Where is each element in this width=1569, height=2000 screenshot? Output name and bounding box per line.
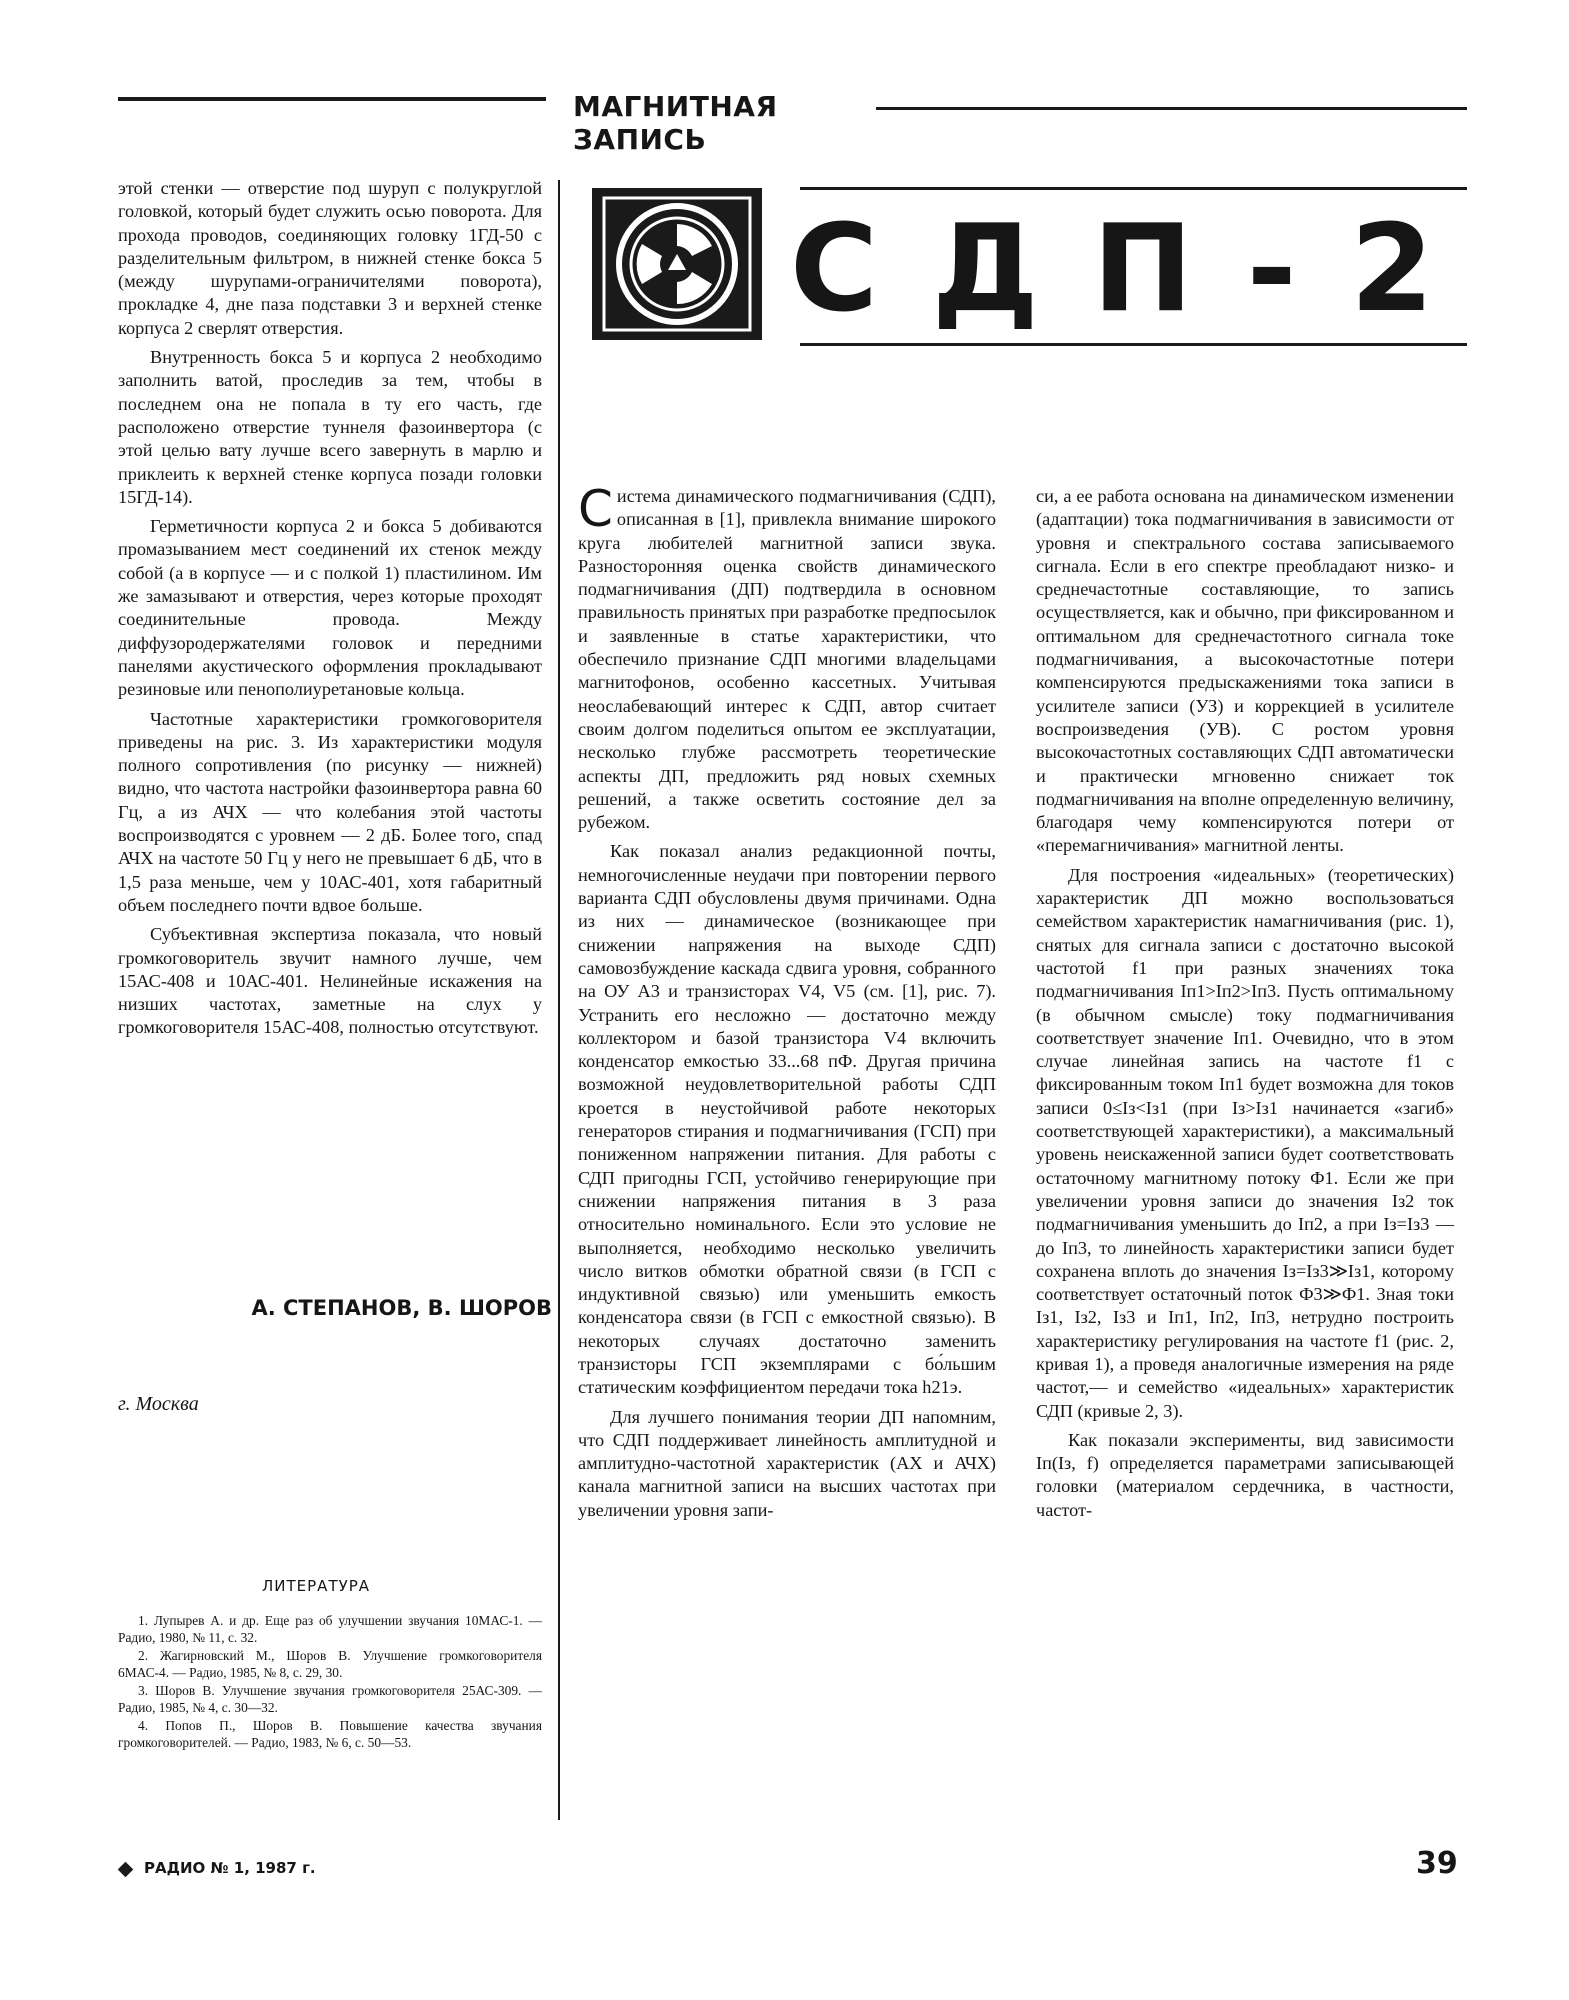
col1-paragraph-5: Субъективная экспертиза показала, что новый громкоговоритель звучит намного лучше, чем 15АС-408 и 10АС-401. Нелинейные искажения на низших частотах, заметные на слух у громкоговорителя 15АС-408, полностью отсутствуют.	[118, 924, 542, 1038]
col1-paragraph-2: Внутренность бокса 5 и корпуса 2 необходимо заполнить ватой, проследив за тем, чтобы в последнем она не попала в ту его часть, где расположено отверстие туннеля фазоинвертора (с этой целью вату лучше всего завернуть в марлю и приклеить к верхней стенке корпуса позади головки 15ГД-14).	[118, 347, 542, 507]
article-authors: А. СТЕПАНОВ, В. ШОРОВ	[251, 1296, 552, 1320]
footer-diamond-icon	[118, 1862, 134, 1878]
col2-paragraph-3: Для лучшего понимания теории ДП напомним, что СДП поддерживает линейность амплитудной и амплитудно-частотной характеристик (АХ и АЧХ) канала магнитной записи на высших частотах при увеличении уровня запи-	[578, 1406, 996, 1520]
reference-item: 1. Лупырев А. и др. Еще раз об улучшении звучания 10МАС-1. — Радио, 1980, № 11, с. 32.	[118, 1613, 542, 1645]
col3-paragraph-3: Как показали эксперименты, вид зависимости Iп(Iз, f) определяется параметрами записывающей головки (материалом сердечника, в частности, частот-	[1036, 1429, 1454, 1520]
drop-cap: С	[578, 480, 613, 538]
reference-item: 3. Шоров В. Улучшение звучания громкоговорителя 25АС-309. — Радио, 1985, № 4, с. 30—32.	[118, 1683, 542, 1715]
column-divider	[558, 180, 560, 1820]
col2-paragraph-2: Как показал анализ редакционной почты, немногочисленные неудачи при повторении первого варианта СДП обусловлены двумя причинами. Одна из них — динамическое (возникающее при снижении напряжения на выходе СДП) самовозбуждение каскада сдвига уровня, собранного на ОУ А3 и транзисторах V4, V5 (см. [1], рис. 7). Устранить его несложно — достаточно между коллектором и базой транзистора V4 включить конденсатор емкостью 33...68 пФ. Другая причина возможной неудовлетворительной работы СДП кроется в неустойчивой работе некоторых генераторов стирания и подмагничивания (ГСП) при пониженном напряжении питания. Для работы с СДП пригодны ГСП, устойчиво генерирующие при снижении напряжения питания в 3 раза относительно номинального. Если это условие не выполняется, необходимо несколько увеличить число витков обмотки обратной связи (в ГСП с индуктивной связью) или уменьшить емкость конденсатора связи (в ГСП с емкостной связью). В некоторых случаях достаточно заменить транзисторы ГСП экземплярами с бо́льшим статическим коэффициентом передачи тока h21э.	[578, 841, 996, 1398]
col3-paragraph-1: си, а ее работа основана на динамическом изменении (адаптации) тока подмагничивания в зависимости от уровня и спектрального состава записываемого сигнала. Если в его спектре преобладают низко- и среднечастотные составляющие, то запись осуществляется, как и обычно, при фиксированном и оптимальном для среднечастотного сигнала токе подмагничивания, а высокочастотные потери компенсируются предыскажениями тока записи в усилителе записи (УЗ) и коррекцией в усилителе воспроизведения (УВ). С ростом уровня высокочастотных составляющих СДП автоматически и практически мгновенно снижает ток подмагничивания на вполне определенную величину, благодаря чему компенсируются потери от «перемагничивания» магнитной ленты.	[1036, 486, 1454, 856]
column-3	[1036, 485, 1454, 1528]
col1-paragraph-1: этой стенки — отверстие под шуруп с полукруглой головкой, который будет служить осью поворота. Для прохода проводов, соединяющих головку 1ГД-50 с разделительным фильтром, в нижней стенке бокса 5 (между шурупами-ограничителями поворота), прокладке 4, дне паза подставки 3 и верхней стенке корпуса 2 сверлят отверстия.	[118, 178, 542, 338]
sdp-logo	[592, 188, 762, 340]
header-rule-left	[118, 97, 546, 101]
tape-reel-icon	[592, 188, 762, 340]
col2-paragraph-1-text: истема динамического подмагничивания (СДП), описанная в [1], привлекла внимание широкого круга любителей магнитной записи звука. Разносторонняя оценка свойств динамического подмагничивания (ДП) подтвердила в основном правильность принятых при разработке предпосылок и заявленные в статье характеристики, что обеспечило признание СДП многими владельцами магнитофонов, особенно кассетных. Учитывая неослабевающий интерес к СДП, автор считает своим долгом поделиться опытом ее эксплуатации, несколько глубже рассмотреть теоретические аспекты ДП, предложить ряд новых схемных решений, а также осветить состояние дел за рубежом.	[578, 486, 996, 833]
page-number: 39	[1416, 1846, 1458, 1881]
title-rule-top	[800, 187, 1467, 190]
section-label: МАГНИТНАЯ ЗАПИСЬ	[573, 90, 778, 156]
reference-item: 4. Попов П., Шоров В. Повышение качества звучания громкоговорителей. — Радио, 1983, № 6, с. 50—53.	[118, 1718, 542, 1750]
header-rule-right	[876, 107, 1467, 110]
title-rule-bottom	[800, 343, 1467, 346]
column-1	[118, 177, 542, 1046]
col1-paragraph-3: Герметичности корпуса 2 и бокса 5 добиваются промазыванием мест соединений их стенок между собой (а в корпусе — и с полкой 1) пластилином. Им же замазывают и отверстия, через которые проходят соединительные провода. Между диффузородержателями головок и передними панелями акустического оформления прокладывают резиновые или пенополиуретановые кольца.	[118, 516, 542, 700]
journal-issue: РАДИО № 1, 1987 г.	[144, 1859, 316, 1877]
literature-heading: ЛИТЕРАТУРА	[262, 1577, 371, 1595]
author-city: г. Москва	[118, 1393, 199, 1415]
article-title: С Д П - 2	[790, 200, 1440, 339]
col3-paragraph-2: Для построения «идеальных» (теоретических) характеристик ДП можно воспользоваться семейством характеристик намагничивания (рис. 1), снятых для сигнала записи с достаточно высокой частотой f1 при разных значениях тока подмагничивания Iп1>Iп2>Iп3. Пусть оптимальному (в обычном смысле) току подмагничивания соответствует значение Iп1. Очевидно, что в этом случае линейная запись на частоте f1 с фиксированным током Iп1 будет возможна для токов записи 0≤Iз<Iз1 (при Iз>Iз1 начинается «загиб» соответствующей характеристики), а максимальный уровень неискаженной записи будет соответствовать остаточному магнитному потоку Ф1. Если же при увеличении уровня записи до значения Iз2 ток подмагничивания уменьшить до Iп2, а при Iз=Iз3 — до Iп3, то линейность характеристики записи будет сохранена вплоть до значения Iз=Iз3≫Iз1, которому соответствует остаточный поток Ф3≫Ф1. Зная токи Iз1, Iз2, Iз3 и Iп1, Iп2, Iп3, нетрудно построить характеристику регулирования на частоте f1 (рис. 2, кривая 1), а проведя аналогичные измерения на ряде частот,— и семейство «идеальных» характеристик СДП (кривые 2, 3).	[1036, 864, 1454, 1421]
column-2	[578, 480, 996, 1528]
reference-item: 2. Жагирновский М., Шоров В. Улучшение громкоговорителя 6МАС-4. — Радио, 1985, № 8, с. 29, 30.	[118, 1648, 542, 1680]
reference-list	[118, 1613, 542, 1753]
col2-paragraph-1	[578, 480, 996, 834]
col1-paragraph-4: Частотные характеристики громкоговорителя приведены на рис. 3. Из характеристики модуля полного сопротивления (по рисунку — нижней) видно, что частота настройки фазоинвертора равна 60 Гц, а из АЧХ — что колебания этой частоты воспроизводятся с уровнем — 2 дБ. Более того, спад АЧХ на частоте 50 Гц у него не превышает 6 дБ, что в 1,5 раза меньше, чем у 10АС-401, хотя габаритный объем последнего почти вдвое больше.	[118, 708, 542, 915]
